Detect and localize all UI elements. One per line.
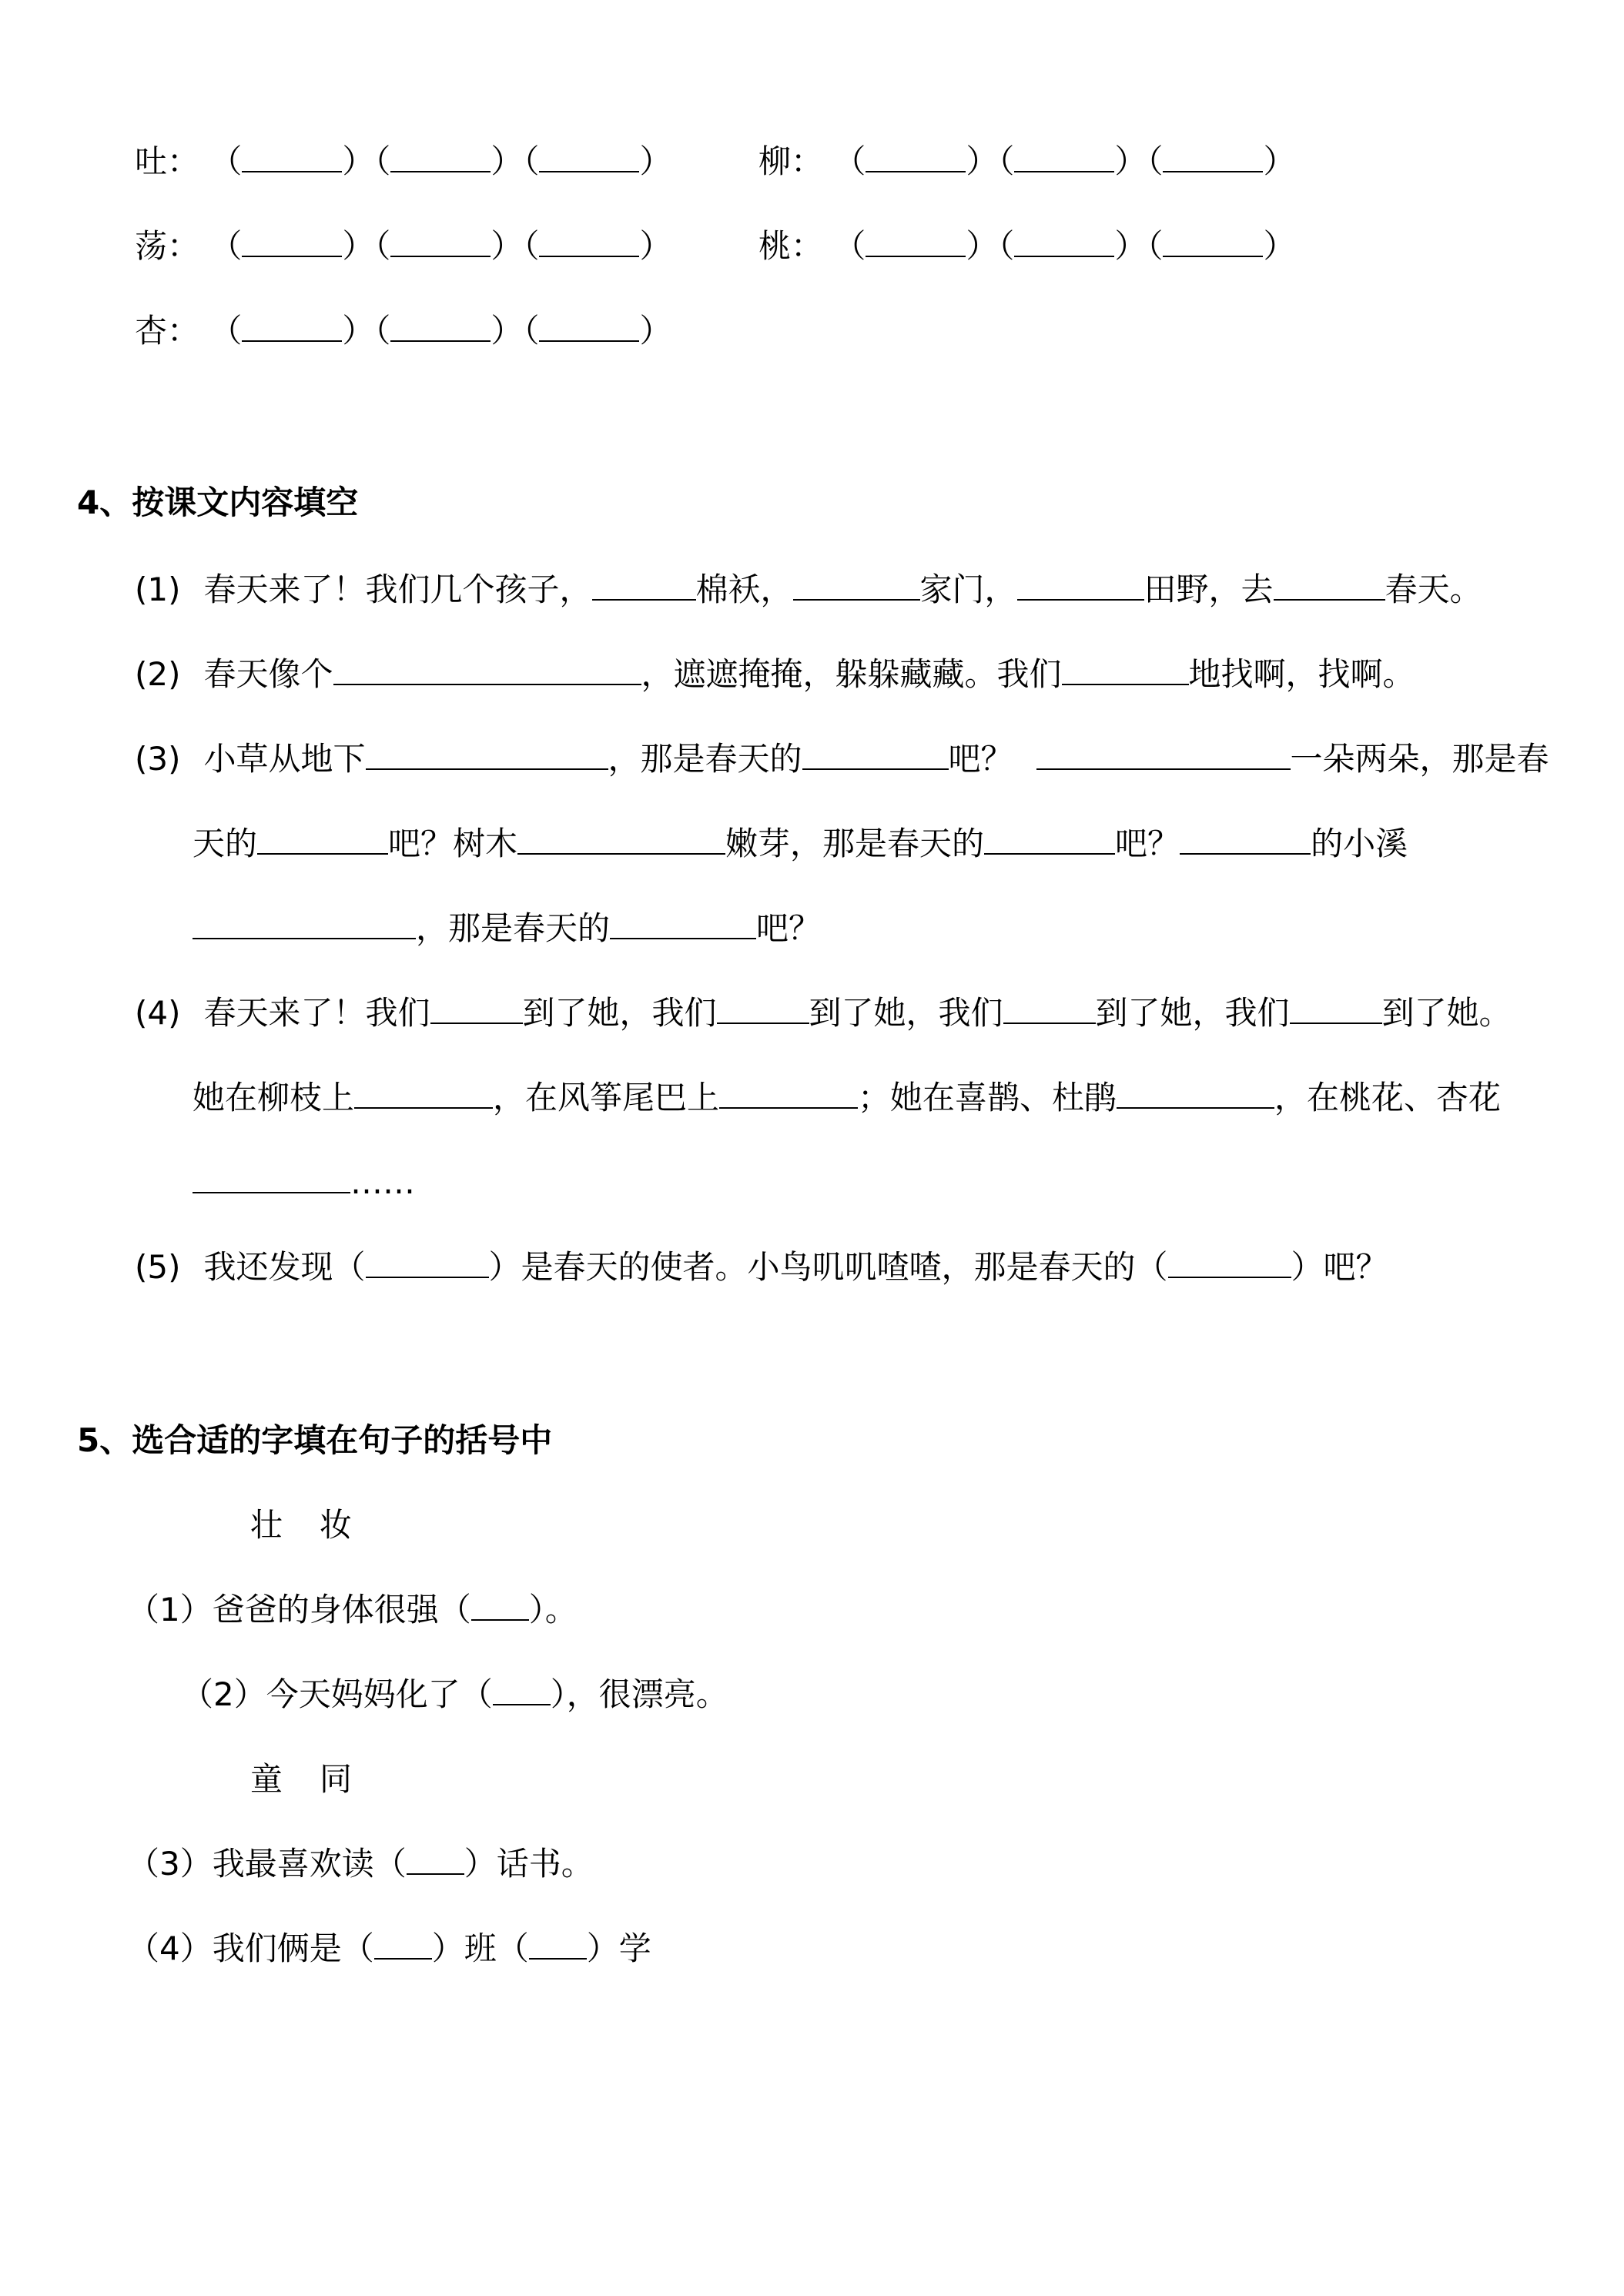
sentence-5-4: [127, 1927, 651, 1970]
blank[interactable]: [984, 824, 1115, 855]
blank[interactable]: [390, 226, 491, 257]
blank[interactable]: [354, 1078, 493, 1109]
sentence-5-1: [127, 1588, 578, 1632]
blank[interactable]: [866, 142, 966, 172]
slot-open: （: [209, 312, 243, 350]
char-label: 柳：: [758, 142, 824, 180]
slot-open: （: [1147, 227, 1164, 265]
blank[interactable]: [793, 570, 920, 601]
blank[interactable]: [1163, 142, 1263, 172]
slot-open: （: [833, 142, 866, 180]
question-text: ）是春天的使者。小鸟叽叽喳喳，那是春天的（: [488, 1248, 1168, 1286]
question-4-1: [135, 568, 1482, 611]
slot-open: （: [998, 227, 1015, 265]
blank[interactable]: [366, 739, 608, 770]
char-choice-group-1: [250, 1504, 352, 1547]
slot-close: ）: [342, 142, 375, 180]
slot-open: （: [374, 227, 391, 265]
question-text: ，遮遮掩掩，躲躲藏藏。我们: [641, 655, 1062, 693]
question-text: 棉袄，: [695, 571, 793, 608]
blank[interactable]: [1168, 1247, 1291, 1278]
blank[interactable]: [1062, 654, 1189, 685]
slot-open: （: [523, 142, 540, 180]
slot-close: ）: [491, 227, 524, 265]
question-text: 春天。: [1385, 571, 1482, 608]
question-number: (4): [135, 994, 181, 1032]
question-text: 田野，去: [1143, 571, 1274, 608]
question-number: （1）: [127, 1591, 213, 1628]
question-text: ），很漂亮。: [550, 1675, 728, 1713]
char-label: 荡：: [135, 227, 200, 265]
question-text: ）话书。: [464, 1845, 594, 1883]
blank[interactable]: [592, 570, 696, 601]
question-text: 吧？: [948, 740, 1013, 778]
question-text: ）吧？: [1291, 1248, 1388, 1286]
slot-open: （: [1147, 142, 1164, 180]
section-title: 4、按课文内容填空: [77, 484, 359, 521]
question-4-5: [135, 1246, 1388, 1289]
blank[interactable]: [1117, 1078, 1274, 1109]
char-row-tao: [758, 225, 1295, 268]
question-4-4-line1: [135, 992, 1512, 1035]
blank[interactable]: [1003, 993, 1096, 1024]
question-text: 春天来了！我们: [203, 994, 430, 1032]
question-text: 我最喜欢读（: [212, 1845, 407, 1883]
slot-close: ）: [342, 312, 375, 350]
blank[interactable]: [242, 311, 342, 342]
choice-char: 壮: [250, 1506, 283, 1544]
char-label: 桃：: [758, 227, 824, 265]
choice-char: 童: [250, 1760, 283, 1798]
blank[interactable]: [1014, 142, 1114, 172]
blank[interactable]: [1290, 993, 1382, 1024]
blank[interactable]: [493, 1675, 551, 1705]
sentence-5-3: [127, 1842, 594, 1886]
blank[interactable]: [366, 1247, 489, 1278]
question-text: 嫩芽，那是春天的: [725, 825, 985, 862]
blank[interactable]: [1014, 226, 1114, 257]
question-text: ，在风筝尾巴上: [493, 1079, 720, 1116]
question-number: （2）: [181, 1675, 266, 1713]
blank[interactable]: [866, 226, 966, 257]
char-row-liu: [758, 140, 1295, 183]
blank[interactable]: [333, 654, 641, 685]
question-number: (2): [135, 655, 181, 693]
question-text: 到了她，我们: [809, 994, 1003, 1032]
question-text: 到了她，我们: [1095, 994, 1290, 1032]
question-4-4-line3: [193, 1161, 415, 1204]
blank[interactable]: [1163, 226, 1263, 257]
choice-char: 同: [320, 1760, 353, 1798]
slot-open: （: [833, 227, 866, 265]
slot-close: ）: [1263, 142, 1296, 180]
blank[interactable]: [390, 142, 491, 172]
question-text: 吧？树木: [388, 825, 518, 862]
question-number: (1): [135, 571, 181, 608]
question-4-3-line3: [193, 907, 821, 950]
question-text: 她在柳枝上: [193, 1079, 355, 1116]
question-4-4-line2: [193, 1076, 1501, 1120]
question-text: 到了她，我们: [522, 994, 717, 1032]
slot-open: （: [209, 142, 243, 180]
question-text: 地找啊，找啊。: [1188, 655, 1415, 693]
blank[interactable]: [1036, 739, 1291, 770]
slot-open: （: [523, 312, 540, 350]
question-text: 天的: [193, 825, 258, 862]
blank[interactable]: [1017, 570, 1144, 601]
slot-open: （: [209, 227, 243, 265]
question-text: 吧？: [1115, 825, 1180, 862]
blank[interactable]: [407, 1844, 464, 1875]
blank[interactable]: [257, 824, 388, 855]
question-text: ）学: [586, 1930, 651, 1967]
char-label: 吐：: [135, 142, 200, 180]
slot-close: ）: [966, 227, 999, 265]
char-row-dang: [135, 225, 671, 268]
slot-close: ）: [1263, 227, 1296, 265]
question-number: （3）: [127, 1845, 213, 1883]
question-text: ，那是春天的: [416, 909, 611, 947]
question-text: 小草从地下: [203, 740, 366, 778]
question-text: ，在桃花、杏花: [1274, 1079, 1502, 1116]
blank[interactable]: [539, 142, 639, 172]
blank[interactable]: [471, 1590, 529, 1621]
question-text: ）班（: [431, 1930, 529, 1967]
question-text: 吧？: [756, 909, 822, 947]
question-text: 春天来了！我们几个孩子，: [203, 571, 592, 608]
blank[interactable]: [610, 909, 756, 939]
slot-close: ）: [639, 142, 672, 180]
question-4-3-line2: [193, 822, 1408, 865]
char-choice-group-2: [250, 1758, 352, 1801]
blank[interactable]: [374, 1929, 432, 1960]
char-row-xing: [135, 310, 671, 353]
slot-open: （: [374, 142, 391, 180]
blank[interactable]: [529, 1929, 587, 1960]
blank[interactable]: [539, 226, 639, 257]
blank[interactable]: [242, 142, 342, 172]
slot-close: ）: [491, 142, 524, 180]
question-number: (5): [135, 1248, 181, 1286]
section-title: 5、选合适的字填在句子的括号中: [77, 1421, 553, 1459]
slot-close: ）: [966, 142, 999, 180]
question-text: 爸爸的身体很强（: [212, 1591, 471, 1628]
question-text: ，那是春天的: [608, 740, 802, 778]
question-text: 家门，: [919, 571, 1017, 608]
blank[interactable]: [242, 226, 342, 257]
blank[interactable]: [193, 909, 416, 939]
char-label: 杏：: [135, 312, 200, 350]
question-text: 春天像个: [203, 655, 333, 693]
blank[interactable]: [539, 311, 639, 342]
question-text: 到了她。: [1381, 994, 1512, 1032]
question-number: （4）: [127, 1930, 213, 1967]
question-text: ）。: [528, 1591, 578, 1628]
blank[interactable]: [193, 1163, 350, 1193]
slot-close: ）: [1114, 227, 1147, 265]
question-text: 今天妈妈化了（: [266, 1675, 493, 1713]
blank[interactable]: [1274, 570, 1385, 601]
question-4-3-line1: [135, 738, 1549, 781]
blank[interactable]: [390, 311, 491, 342]
char-row-tu: [135, 140, 671, 183]
question-text: 的小溪: [1311, 825, 1408, 862]
blank[interactable]: [517, 824, 725, 855]
question-text: ；她在喜鹊、杜鹃: [858, 1079, 1117, 1116]
slot-open: （: [998, 142, 1015, 180]
question-4-2: [135, 653, 1415, 696]
slot-open: （: [523, 227, 540, 265]
slot-open: （: [374, 312, 391, 350]
choice-char: 妆: [320, 1506, 353, 1544]
slot-close: ）: [639, 227, 672, 265]
question-text: ……: [350, 1163, 415, 1201]
question-number: (3): [135, 740, 181, 778]
slot-close: ）: [342, 227, 375, 265]
blank[interactable]: [717, 993, 809, 1024]
question-text: 我还发现（: [203, 1248, 366, 1286]
sentence-5-2: [181, 1673, 728, 1716]
question-text: 一朵两朵，那是春: [1290, 740, 1549, 778]
slot-close: ）: [491, 312, 524, 350]
blank[interactable]: [430, 993, 523, 1024]
slot-close: ）: [1114, 142, 1147, 180]
blank[interactable]: [719, 1078, 858, 1109]
question-text: 我们俩是（: [212, 1930, 374, 1967]
blank[interactable]: [802, 739, 949, 770]
slot-close: ）: [639, 312, 672, 350]
blank[interactable]: [1180, 824, 1311, 855]
